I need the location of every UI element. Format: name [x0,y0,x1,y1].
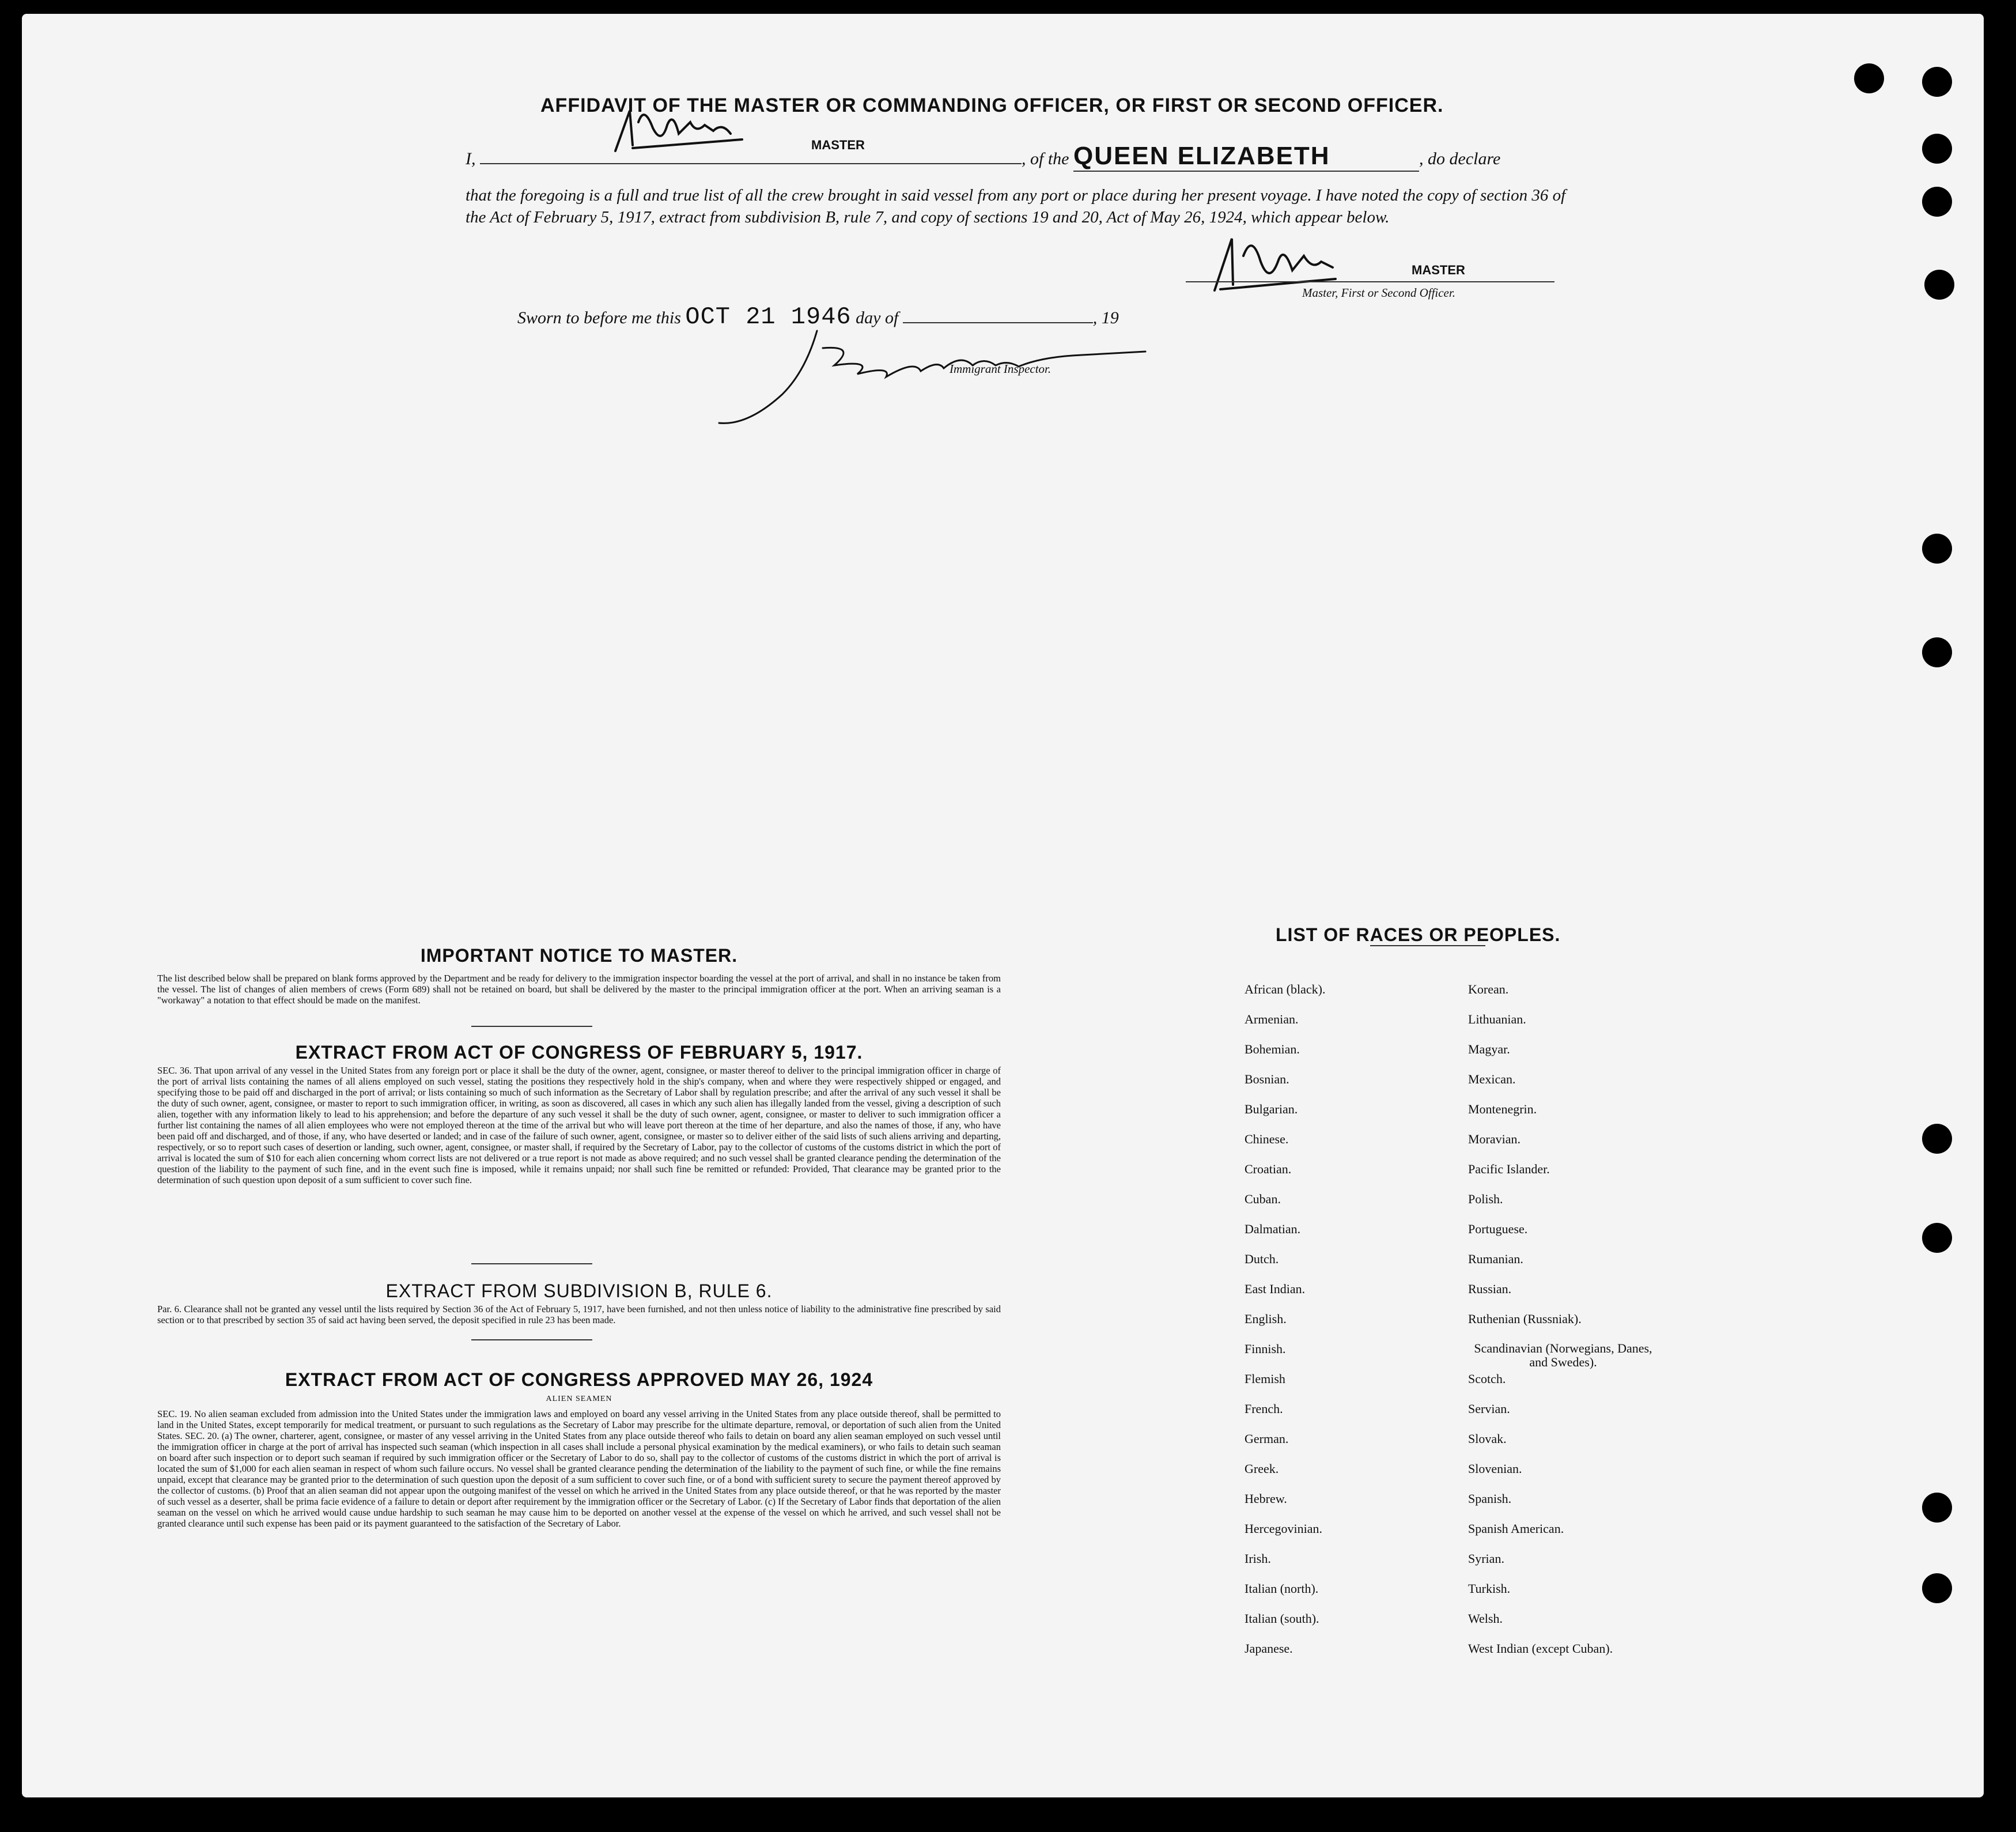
sworn-year: , 19 [1092,308,1119,327]
race-item: East Indian. [1245,1282,1306,1296]
declaration-text: that the foregoing is a full and true list of all the crew brought in said vessel from any port or place during her present voyage. I have noted the copy of section 36 of the Act of February 5, 1917, extract from subdivision B, rule 7, and copy of sections 19 and 20, Act of May 26, 1924, which appear below. [466,186,1566,226]
race-item: Turkish. [1468,1581,1511,1596]
extract-rule6-body: Par. 6. Clearance shall not be granted any vessel until the lists required by Section 36 of the Act of February 5, 1917, have been furnished, and not then unless notice of liability to the administrative fine prescribed by said section or to that prescribed by section 35 of said act having been served, the deposit specified in rule 23 has been made. [157,1304,1001,1325]
punch-hole [1922,134,1952,164]
races-title: LIST OF RACES OR PEOPLES. [1276,924,1561,945]
extract-1924-title: EXTRACT FROM ACT OF CONGRESS APPROVED MAY 26, 1924 [285,1369,873,1390]
race-item: Korean. [1468,982,1509,996]
race-item: Dalmatian. [1245,1222,1301,1236]
sworn-prefix: Sworn to before me this [517,308,681,327]
divider [1370,945,1485,946]
race-item: Scotch. [1468,1372,1506,1386]
race-item: Hebrew. [1245,1491,1287,1506]
inspector-caption: Immigrant Inspector. [950,362,1052,376]
race-item: Servian. [1468,1402,1510,1416]
race-item: Mexican. [1468,1072,1516,1086]
race-item: Slovak. [1468,1431,1507,1446]
extract-1917-title: EXTRACT FROM ACT OF CONGRESS OF FEBRUARY 5, 1917. [295,1042,863,1063]
document-page [22,14,1984,1797]
master-signature-top [598,99,759,163]
race-item: Portuguese. [1468,1222,1528,1236]
race-item: Irish. [1245,1551,1271,1566]
race-item: Armenian. [1245,1012,1299,1026]
extract-rule6-title: EXTRACT FROM SUBDIVISION B, RULE 6. [385,1280,773,1301]
do-declare-label: , do declare [1419,149,1501,168]
race-item: Bosnian. [1245,1072,1289,1086]
of-the-label: , of the [1022,149,1069,168]
sworn-month-field [903,305,1093,323]
punch-hole [1922,1573,1952,1603]
race-item: Croatian. [1245,1162,1292,1176]
extract-1924-body: SEC. 19. No alien seaman excluded from admission into the United States under the immigration laws and employed on board any vessel arriving in the United States from any place outside thereof, shall be permitted to land in the United States, except temporarily for medical treatment, or pursuant to such regulations as the Secretary of Labor may prescribe for the ultimate departure, removal, or deportation of such alien from the United States. SEC. 20. (a) The owner, charterer, agent, consignee, or master of any vessel arriving in the United States from any place outside thereof who fails to detain on board any alien seaman employed on such vessel until the immigration officer in charge at the port of arrival has inspected such seaman (which inspection in all cases shall include a personal physical examination by the medical examiners), or who fails to detain such seaman on board after such inspection or to deport such seaman if required by such immigration officer or the Secretary of Labor to do so, shall pay to the collector of customs of the customs district in which the port of arrival is located the sum of $1,000 for each alien seaman in respect of whom such failure occurs. No vessel shall be granted clearance pending the determination of the liability to the payment of such fine, or while the fine remains unpaid, except that clearance may be granted prior to the determination of such question upon the deposit of a sum sufficient to cover such fine, or of a bond with sufficient surety to secure the payment thereof approved by the collector of customs. (b) Proof that an alien seaman did not appear upon the outgoing manifest of the vessel on which he arrived in the United States from any place outside thereof, or that he was reported by the master of such vessel as a deserter, shall be prima facie evidence of a failure to detain or deport after requirement by the immigration officer or the Secretary of Labor. (c) If the Secretary of Labor finds that deportation of the alien seaman on the vessel on which he arrived would cause undue hardship to such seaman he may cause him to be deported on another vessel at the expense of the vessel on which he arrived, and such vessel shall not be granted clearance until such expense has been paid or its payment guaranteed to the satisfaction of the Secretary of Labor. [157,1408,1001,1529]
punch-hole [1922,534,1952,564]
race-item: Chinese. [1245,1132,1289,1146]
race-item: Spanish. [1468,1491,1512,1506]
punch-hole [1922,67,1952,97]
punch-hole [1922,637,1952,667]
race-item: Lithuanian. [1468,1012,1526,1026]
punch-hole [1924,270,1954,300]
race-item: West Indian (except Cuban). [1468,1641,1613,1656]
race-item: English. [1245,1312,1287,1326]
sworn-day-of: day of [856,308,899,327]
notice-body: The list described below shall be prepared on blank forms approved by the Department and be ready for delivery to the immigration inspector boarding the vessel at the port of arrival, and shall in no instance be taken from the vessel. The list of changes of alien members of crews (Form 689) shall not be retained on board, but shall be delivered by the master to the principal immigration officer at the port. When an arriving seaman is a "workaway" a notation to that effect should be made on the manifest. [157,973,1001,1006]
signature-caption: Master, First or Second Officer. [1302,286,1455,300]
race-item: Hercegovinian. [1245,1521,1322,1536]
punch-hole [1922,187,1952,217]
race-item: Italian (south). [1245,1611,1319,1626]
race-item: German. [1245,1431,1289,1446]
race-item: Moravian. [1468,1132,1521,1146]
race-item: Bulgarian. [1245,1102,1298,1116]
punch-hole [1922,1124,1952,1154]
race-item: Japanese. [1245,1641,1293,1656]
signature-master-label: MASTER [1412,263,1465,277]
notice-title: IMPORTANT NOTICE TO MASTER. [420,945,738,966]
race-item: Ruthenian (Russniak). [1468,1312,1582,1326]
race-item: Welsh. [1468,1611,1503,1626]
ship-name: QUEEN ELIZABETH [1073,142,1330,170]
race-item: Rumanian. [1468,1252,1523,1266]
signature-line [1186,281,1554,282]
race-item: Cuban. [1245,1192,1281,1206]
race-item: French. [1245,1402,1283,1416]
master-label: MASTER [811,138,865,152]
race-item: Russian. [1468,1282,1512,1296]
race-item: Syrian. [1468,1551,1504,1566]
race-item: Pacific Islander. [1468,1162,1550,1176]
race-item: Flemish [1245,1372,1285,1386]
race-item: Bohemian. [1245,1042,1300,1056]
divider [471,1026,592,1027]
punch-hole [1854,63,1884,93]
i-label: I, [466,149,476,168]
extract-1917-body: SEC. 36. That upon arrival of any vessel in the United States from any foreign port or place it shall be the duty of the owner, agent, consignee, or master thereof to deliver to the principal immigration officer in charge of the port of arrival lists containing the names of all aliens employed on such vessel, stating the positions they respectively hold in the ship's company, when and where they were respectively shipped or engaged, and specifying those to be paid off and discharged in the port of arrival; or lists containing so much of such information as the Secretary of Labor shall by regulation prescribe; and after the arrival of any such vessel it shall be the duty of such owner, agent, consignee, or master to report to such immigration officer, in writing, as soon as discovered, all cases in which any such alien has illegally landed from the vessel, giving a description of such alien, together with any information likely to lead to his apprehension; and before the departure of any such vessel it shall be the duty of such owner, agent, consignee, or master to deliver to such immigration officer a further list containing the names of all alien employees who were not employed thereon at the time of the arrival but who will leave port thereon at the time of her departure, and also the names of those, if any, who have been paid off and discharged, and of those, if any, who have deserted or landed; and in case of the failure of such owner, agent, consignee, or master so to deliver either of the said lists of such aliens arriving and departing, respectively, or so to report such cases of desertion or landing, such owner, agent, consignee, or master shall, if required by the Secretary of Labor, pay to the collector of customs of the customs district in which the port of arrival is located the sum of $10 for each alien concerning whom correct lists are not delivered or a true report is not made as above required; and no such vessel shall be granted clearance pending the determination of the question of the liability to the payment of such fine, and in the event such fine is imposed, while it remains unpaid; nor shall such fine be remitted or refunded: Provided, That clearance may be granted prior to the determination of such question upon deposit of a sum sufficient to cover such fine. [157,1065,1001,1185]
race-item: Slovenian. [1468,1461,1522,1476]
race-item: Finnish. [1245,1342,1286,1356]
race-item: Montenegrin. [1468,1102,1537,1116]
race-item: Spanish American. [1468,1521,1564,1536]
divider [471,1339,592,1340]
race-item: Magyar. [1468,1042,1510,1056]
race-item: African (black). [1245,982,1326,996]
race-item: Greek. [1245,1461,1279,1476]
race-item: Dutch. [1245,1252,1279,1266]
race-item: Polish. [1468,1192,1503,1206]
ship-name-field [1073,142,1419,172]
punch-hole [1922,1493,1952,1523]
extract-1924-subtitle: ALIEN SEAMEN [546,1395,612,1403]
race-item: Italian (north). [1245,1581,1319,1596]
divider [471,1263,592,1264]
sworn-date-stamp: OCT 21 1946 [685,303,852,331]
inspector-signature [684,325,1157,440]
race-item: Scandinavian (Norwegians, Danes, and Swedes). [1474,1341,1652,1369]
punch-hole [1922,1223,1952,1253]
affidavit-title: AFFIDAVIT OF THE MASTER OR COMMANDING OFFICER, OR FIRST OR SECOND OFFICER. [540,95,1444,116]
